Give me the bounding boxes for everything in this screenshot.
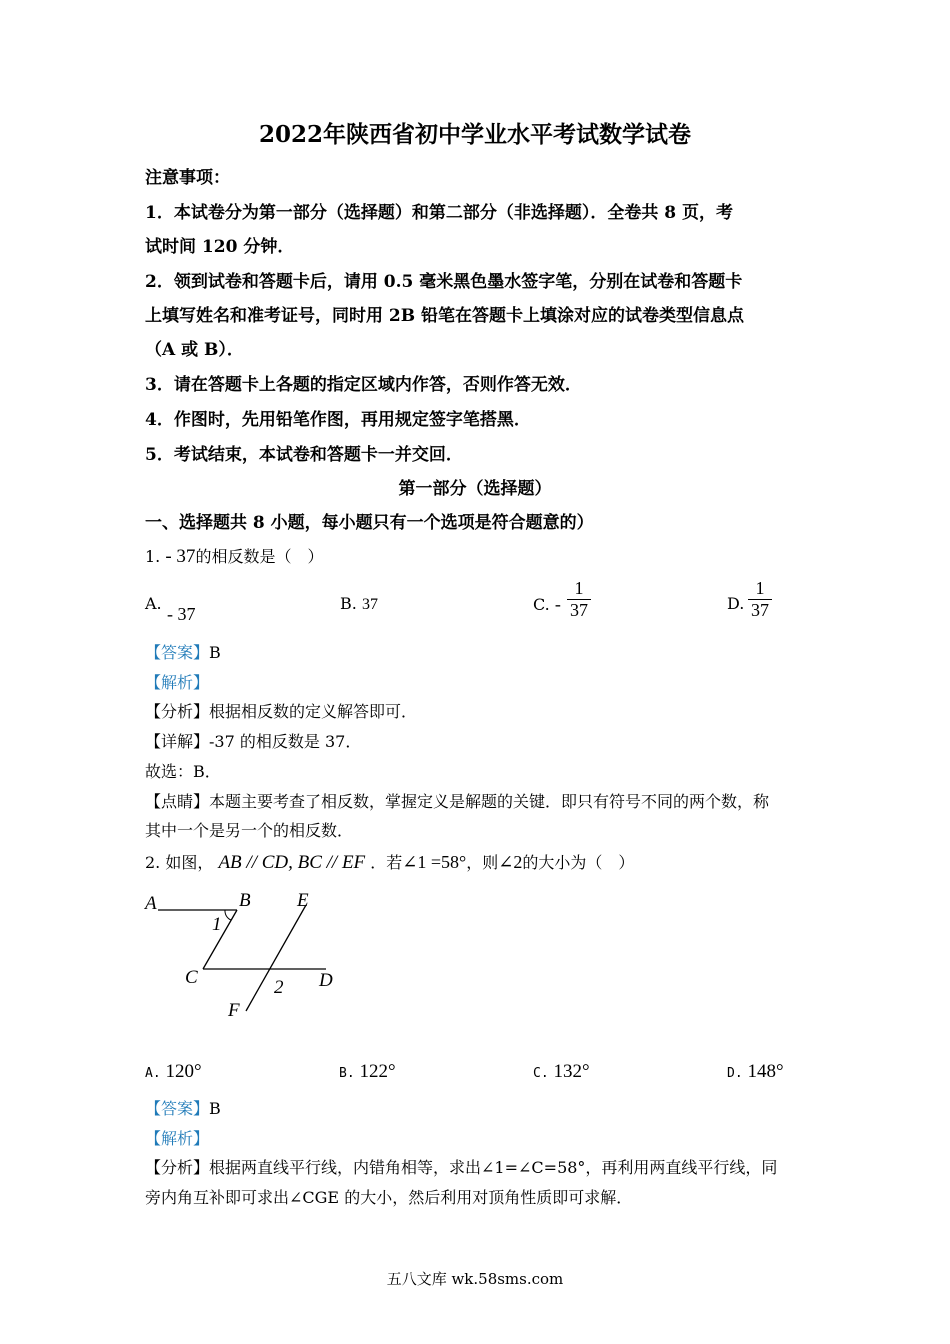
q1-option-b[interactable] xyxy=(340,594,378,614)
q1-xiangjie xyxy=(145,729,361,752)
q1-answer-value: B xyxy=(209,643,221,662)
notice-line-6: 3．请在答题卡上各题的指定区域内作答，否则作答无效． xyxy=(145,375,582,395)
q1-answer xyxy=(145,640,221,663)
notice-line-3: 2．领到试卷和答题卡后，请用 0.5 毫米黑色墨水签字笔，分别在试卷和答题卡 xyxy=(145,272,743,292)
section-heading: 一、选择题共 8 小题，每小题只有一个选项是符合题意的） xyxy=(145,513,594,533)
q2-option-a-label: A. xyxy=(145,1066,161,1081)
q1-math: - 37 xyxy=(165,546,196,567)
q1-fenxi xyxy=(145,699,417,722)
label-f: F xyxy=(228,1000,240,1021)
q2-condition: AB // CD, BC // EF xyxy=(218,852,366,873)
q1-fenxi-text: 根据相反数的定义解答即可． xyxy=(209,702,418,721)
q1-option-d-fraction xyxy=(748,578,772,621)
q2-option-a[interactable] xyxy=(145,1061,202,1083)
page-title: 2022年陕西省初中学业水平考试数学试卷 xyxy=(258,121,691,148)
q1-guxuan: 故选：B． xyxy=(145,762,221,781)
q2-option-d[interactable] xyxy=(727,1061,784,1083)
q1-option-b-value: 37 xyxy=(361,596,378,613)
q1-option-a[interactable] xyxy=(145,594,162,613)
q2-answer-value: B xyxy=(209,1099,221,1118)
notice-line-4: 上填写姓名和准考证号，同时用 2B 铅笔在答题卡上填涂对应的试卷类型信息点 xyxy=(145,306,745,326)
q2-fenxi-text-2: 旁内角互补即可求出∠CGE 的大小，然后利用对顶角性质即可求解． xyxy=(145,1188,633,1207)
q1-option-c-den: 37 xyxy=(567,599,591,621)
notice-line-8: 5．考试结束，本试卷和答题卡一并交回． xyxy=(145,445,463,465)
q2-figure xyxy=(140,885,350,1025)
q2-stem-mid2: ，则 xyxy=(466,853,499,872)
q1-option-b-label: B. xyxy=(340,594,357,613)
q2-answer-tag: 【答案】 xyxy=(145,1099,210,1118)
q2-option-d-value: 148° xyxy=(747,1061,784,1082)
q2-option-c-value: 132° xyxy=(553,1061,590,1082)
q2-fenxi-text-1: 根据两直线平行线，内错角相等，求出∠1=∠C=58°，再利用两直线平行线，同 xyxy=(209,1158,778,1177)
q2-option-b[interactable] xyxy=(339,1061,396,1083)
q2-angle-given: ∠1 =58° xyxy=(402,852,467,872)
q1-option-c-fraction xyxy=(567,578,591,621)
q2-fenxi-tag: 【分析】 xyxy=(145,1158,210,1177)
q2-stem-end: 的大小为（ ） xyxy=(522,853,635,872)
q2-option-b-value: 122° xyxy=(359,1061,396,1082)
notice-line-2: 试时间 120 分钟． xyxy=(145,237,295,257)
q1-xiangjie-text: -37 的相反数是 37． xyxy=(209,732,362,751)
q2-stem-mid: ．若 xyxy=(370,853,403,872)
q2-answer xyxy=(145,1096,221,1119)
q1-xiangjie-tag: 【详解】 xyxy=(145,732,210,751)
q1-option-c-label: C. xyxy=(533,595,550,614)
q2-option-c-label: C. xyxy=(533,1066,549,1081)
q1-option-a-label: A. xyxy=(145,594,162,613)
label-b: B xyxy=(239,890,251,911)
q1-analysis-tag: 【解析】 xyxy=(145,673,210,692)
q1-option-c-sign: - xyxy=(554,594,561,614)
q1-stem xyxy=(145,544,323,568)
page-footer: 五八文库 wk.58sms.com xyxy=(386,1270,564,1288)
q2-analysis-tag: 【解析】 xyxy=(145,1129,210,1148)
q1-option-d-den: 37 xyxy=(748,599,772,621)
q2-fenxi xyxy=(145,1155,777,1178)
label-2: 2 xyxy=(274,977,284,998)
q1-option-d-label: D. xyxy=(727,594,745,613)
label-c: C xyxy=(185,967,198,988)
q1-number: 1. xyxy=(145,547,161,566)
part-heading: 第一部分（选择题） xyxy=(398,479,552,499)
q1-dianjing-text-1: 本题主要考查了相反数，掌握定义是解题的关键．即只有符号不同的两个数，称 xyxy=(209,792,770,811)
q1-stem-suffix: 的相反数是（ ） xyxy=(195,547,324,566)
notice-line-5: （A 或 B）． xyxy=(145,340,244,360)
q1-option-d[interactable] xyxy=(727,594,744,613)
q1-dianjing xyxy=(145,789,769,812)
notice-line-7: 4．作图时，先用铅笔作图，再用规定签字笔搭黑． xyxy=(145,410,531,430)
q1-fenxi-tag: 【分析】 xyxy=(145,702,210,721)
q1-option-c[interactable] xyxy=(533,594,561,615)
q1-option-c-num: 1 xyxy=(574,578,584,598)
angle-1-arc xyxy=(225,910,231,920)
q2-number: 2. 如图， xyxy=(145,853,214,872)
label-a: A xyxy=(145,893,157,914)
q2-option-b-label: B. xyxy=(339,1066,355,1081)
q1-option-d-num: 1 xyxy=(755,578,765,598)
q1-option-a-value: - 37 xyxy=(167,604,196,624)
q2-angle-ask: ∠2 xyxy=(498,852,523,872)
label-d: D xyxy=(319,970,333,991)
notice-heading: 注意事项： xyxy=(145,168,230,188)
q1-dianjing-tag: 【点睛】 xyxy=(145,792,210,811)
q2-option-c[interactable] xyxy=(533,1061,590,1083)
q2-option-a-value: 120° xyxy=(165,1061,202,1082)
q1-dianjing-text-2: 其中一个是另一个的相反数． xyxy=(145,821,354,840)
q2-stem xyxy=(145,850,634,874)
notice-line-1: 1．本试卷分为第一部分（选择题）和第二部分（非选择题）．全卷共 8 页，考 xyxy=(145,203,733,223)
q1-answer-tag: 【答案】 xyxy=(145,643,210,662)
q2-option-d-label: D. xyxy=(727,1066,743,1081)
label-1: 1 xyxy=(212,914,222,935)
label-e: E xyxy=(297,890,309,911)
